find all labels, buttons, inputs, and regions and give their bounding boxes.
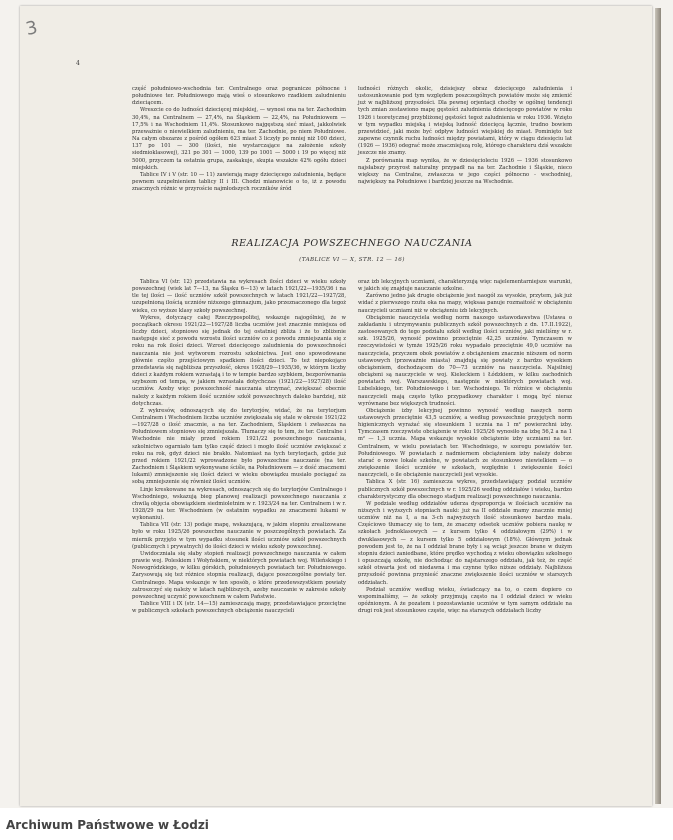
top-left-column xyxy=(132,86,346,193)
paragraph: część południowo-wschodnia ter. Centralnego oraz pogranicze północne i południowe ter. Południowego mają wieś o stosunkowo rzadkiem zaludnieniu dzieciącem. xyxy=(132,86,346,107)
paragraph: oraz izb lekcyjnych uczniami, charakteryzują więc najelementarniejsze warunki, w jakich się znajduje nauczanie szkolne. xyxy=(358,279,572,293)
archive-name: Archiwum Państwowe w Łodzi xyxy=(6,818,209,832)
paragraph: Uwidoczniała się słaby stopień realizacji powszechnego nauczania w całem prawie woj. Poleskiem i Wołyńskiem, w niektórych powiatach woj. Wileńskiego i Nowogródzkiego, w kilku górskich, południowych powiatach ter. Południowego. Zarysowują się też różnice stopnia realizacji, dające poszczególne powiaty ter. Centralnego. Mapa wskazuje w ten sposób, o które przedewszystkiem powiaty zatroszczyć się należy w latach najbliższych, azeby nauczanie w zakresie szkoły powszechnej uczynić powszechnem w całem Państwie. xyxy=(132,550,346,600)
top-right-column xyxy=(358,86,572,186)
paragraph: Linje kreskowane na wykresach, odnoszących się do terytorjów Centralnego i Wschodniego, wskazują bieg planowej realizacji powszechnego nauczania z chwilą objęcia obowiązkiem siedmioletnim w r. 1923/24 na ter. Centralnem i w r. 1928/29 na ter. Wschodniem (w ostatnim wypadku ze znacznemi lukami w wykonaniu). xyxy=(132,486,346,522)
section-subtitle: (TABLICE VI — X, STR. 12 — 16) xyxy=(299,257,405,263)
paragraph: Wreszcie co do ludności dziecięcej miejskiej, — wynosi ona na ter. Zachodnim 30,4%, na Centralnem — 27,4%, na Śląskiem — 22,4%, na Południowem — 17,5% i na Wschodniem 11,4%. Stosunkowo najgęstszą sieć miast, jakkolwiek przeważnie o niewielkiem zaludnieniu, ma ter. Zachodnie, po niem Południowe. Na całym obszarze z pośród ogółem 623 miast 3 liczyły po mniej niż 100 dzieci, 137 po 101 — 300 (ilości, nie wystarczające na założenie szkoły siedmioklasowej), 321 po 301 — 1000, 139 po 1001 — 5000 i 19 po więcej niż 5000, przyczem ta ostatnia grupa, zaskakuje, skupia wszakże 42% ogółu dzieci miejskich. xyxy=(132,107,346,171)
paragraph: Z porównania map wynika, że w dziesięcioleciu 1926 — 1936 stosunkowo najsłabszy przyrost naturalny przypadł na na ter. Zachodnie i Śląskie, nieco większy na Centralne, zwłaszcza w jego części północno - wschodniej, największy na Południowe i bardziej jeszcze na Wschodnie. xyxy=(358,157,572,186)
bottom-left-column xyxy=(132,279,346,615)
paragraph: ludności różnych okolic, dzisiejszy obraz dziecięcego zaludnienia i ustosunkowanie pod tym względem poszczególnych powiatów może się zmienić już w najbliższej przyszłości. Dla pewnej orjentacji choćby w ogólnej tendencji tych zmian zestawiono mapę gęstości zaludnienia dziecięcego powiatów w roku 1926 i teoretycznej przybliżonej gęstości tegoż zaludnienia w roku 1936. Wzięto w tym wypadku miejską i wiejską ludność dziecięcą łącznie, trudno bowiem przewidzieć, jaki może być odpływ ludności wiejskiej do miast. Pominięto też zapewne czynnik ruchu ludności między powiatami, który w ciągu dziesięciu lat (1926 — 1936) odegrać może znaczniejszą rolę, którego charakteru dziś wszakże jeszcze nie znamy. xyxy=(358,86,572,157)
paragraph: Wykres, dotyczący całej Rzeczypospolitej, wskazuje najogólniej, że w początkach okresu 1921/22—1927/28 liczba uczniów jest znacznie mniejsza od liczby dzieci, stopniowo się jednak do tej ostatniej zbliża i że to zbliżenie następuje sieć z powodu wzrostu ilości uczniów co z powodu zmniejszania się z roku na rok ilości dzieci. Wzrost dziecięcego zaludnienia do powszechności nauczania nie jest wytworem rozrostu szkolnictwa. Jest ono spowodowane głównie częśto przejściowym spadkiem ilości dzieci. To też niepokojąco przedstawia się najbliższa przyszłość, okres 1928/29—1935/36, w którym liczby dzieci z każdym rokiem wzrastają i to w tempie bardzo szybkiem, bezporównania szybszem od tempa, w jakiem wzrastała dotychczas (1921/22—1927/28) ilość uczniów. Azeby więc powszechność nauczania utrzymać, zwiększać obecnie należy z każdym rokiem ilość uczniów szkół powszechnych daleko bardziej, niż dotychczas. xyxy=(132,314,346,407)
paragraph: Tablica VII (str. 13) podaje mapę, wskazującą, w jakim stopniu zrealizowane było w roku 1925/26 powszechne nauczanie w poszczególnych powiatach. Za miernik przyjęto w tym wypadku stosunek ilości uczniów szkół powszechnych (publicznych i prywatnych) do ilości dzieci w wieku szkoły powszechnej. xyxy=(132,522,346,550)
page-edge xyxy=(655,8,661,804)
paragraph: Z wykresów, odnoszących się do terytorjów, widać, że na terytorjum Centralnem i Wschodniem liczba uczniów zwiększała się stale w okresie 1921/22—1927/28 o ilość znacznie, a na ter. Zachodniem, Śląskiem i zwłaszcza na Południowem stopniowo się zmniejszała. Tłumaczy się to tem, że ter. Centralne i Wschodnie nie miały przed rokiem 1921/22 powszechnego nauczania, szkolnictwo ogarniało tam tylko część dzieci i mogło ilość uczniów zwiększać z roku na rok, gdyż dzieci nie brakło. Natomiast na tych terytorjach, gdzie już przed rokiem 1921/22 wprowadzone było powszechne nauczanie (na ter. Zachodniem i Śląskiem wykonywane ściśle, na Południowem — z dość znacznemi lukami) zmniejszenie się ilości dzieci w wieku obowiązku musiało pociągać za sobą zmniejszenie się również ilości uczniów. xyxy=(132,407,346,486)
paragraph: Tablica X (str. 16) zamieszcza wykres, przedstawiający podział uczniów publicznych szkół powszechnych w r. 1925/26 według oddziałów i wieku, bardzo charakterystyczny dla obecnego stadjum realizacji powszechnego nauczania. xyxy=(358,479,572,500)
paragraph: Tablice IV i V (str. 10 — 11) zawierają mapy dziecięcego zaludnienia, będące pewnem uzupełnieniem tablicy II i III. Chodzi mianowicie o to, iż z powodu znacznych różnic w przyroście najmłodszych roczników śród xyxy=(132,171,346,193)
section-title: REALIZACJA POWSZECHNEGO NAUCZANIA xyxy=(231,238,473,249)
paragraph: Tablice VIII i IX (str. 14—15) zamieszczają mapy, przedstawiające przeciętne w publicznych szkołach powszechnych obciążenie nauczycieli xyxy=(132,601,346,615)
paragraph: Obciążenie izby lekcyjnej powinno wynosić według naszych norm ustawowych przeciętnie 43,5 uczniów, a według powszechnie przyjętych norm higienicznych wyrażać się stosunkiem 1 ucznia na 1 m² powierzchni izby. Tymczasem rzeczywiste obciążenie w roku 1925/26 wynosiło na izbę 56,2 a na 1 m² — 1,3 ucznia. Mapa wskazuje wysokie obciążenie izby uczniami na ter. Centralnem, w wielu powiatach ter. Wschodniego, w szeregu powiatów ter. Południowego. W powiatach z nadmiernem obciążeniem izby należy dobrze starać o nowe lokale szkolne, w powiatach ze stosunkowo niewielkiem — o zwiększenie ilości uczniów w szkołach, względnie i zwiększenie ilości nauczycieli, o ile obciążenie nauczycieli jest wysokie. xyxy=(358,407,572,479)
paragraph: Tablica VI (str. 12) przedstawia na wykresach ilości dzieci w wieku szkoły powszechnej (wiek lat 7—13, na Śląsku 6—13) w latach 1921/22—1935/36 i na tle tej ilości — ilość uczniów szkół powszechnych w latach 1921/22—1927/28, uzupełnioną ilością uczniów niższego gimnazjum, jako przeznaczonego dla tegoż wieku, co wyższe klasy szkoły powszechnej. xyxy=(132,279,346,314)
archive-footer xyxy=(0,808,673,840)
pencil-annotation: 3 xyxy=(23,17,40,40)
paragraph: W podziale według oddziałów uderza dysproporcja w ilościach uczniów na niższych i wyższych stopniach nauki: już na II oddziale mamy znacznie mniej uczniów niż na I, a na 3-ch najwyższych ilość stosunkowo bardzo mała. Częściowo tłumaczy się to tem, że znaczny odsetek uczniów pobiera naukę w szkołach jednoklasowych — z kursem tylko 4 oddziałowym (29%) i w dwuklasowych — z kursem tylko 5 oddziałowym (18%). Głównym jednak powodem jest to, że na I oddział brane były i są wciąż jeszcze brane w dużym stopniu dzieci zaniedbane, które prędko wychodzą z wieku obowiązku szkolnego i opuszczają szkołę, nie dochodząc do najstarszego oddziału, jak też, że część szkół otwarta jest od niedawna i ma czynne tylko niższe oddziały. Najbliższa przyszłość powinna przynieść znaczne zwiększenie ilości uczniów w starszych oddziałach. xyxy=(358,500,572,586)
paragraph: Podział uczniów według wieku, świadczący na to, o czem dopiero co wspominaliśmy, — że szkoły przyjmują często na I oddział dzieci w wieku opóźnionym. A że pozatem i pozostawianie uczniów w tym samym oddziale na drugi rok jest stosunkowo częste, więc na starszych oddziałach liczby xyxy=(358,586,572,615)
page-number: 4 xyxy=(76,60,80,67)
paragraph: Zarówno jedno jak drugie obciążenie jest naogół za wysokie, przytem, jak już widać z pierwszego rzutu oka na mapy, więksaa panuje rozmaitość w obciążeniu nauczycieli uczniami niż w obciążeniu izb lekcyjnych. xyxy=(358,293,572,314)
paragraph: Obciążenie nauczyciela według norm naszego ustawodawstwa (Ustawa o zakładaniu i utrzymywaniu publicznych szkół powszechnych z dn. 17.II.1922), zastosowanych do tego podziału szkół według ilości uczniów, jaki mieliśmy w r. szk. 1925/26, wynosić powinno przeciętnie 42,25 uczniów. Tymczasem w rzeczywistości w tymże 1925/26 roku wypadało przeciętnie 49,0 uczniów na nauczyciela, przyczem obok powiatów z obciążeniem znacznie niższem od norm ustawowych (przeważnie miasta) znajdują się powiaty z bardzo wysokiem obciążeniem, dochodzącem do 70—73 uczniów na nauczyciela. Najsilniej obciążeni są nauczyciele w woj. Kieleckiem i Łódzkiem, w kilku zachodnich powiatach woj. Warszawskiego, następnie w niektórych powiatach woj. Lubelskiego, ter. Południowego i ter. Wschodniego. Te różnice w obciążeniu nauczycieli mają często tylko przypadkowy charakter i mogą być nieraz wyrównane bez większych trudności. xyxy=(358,314,572,407)
bottom-right-column xyxy=(358,279,572,615)
